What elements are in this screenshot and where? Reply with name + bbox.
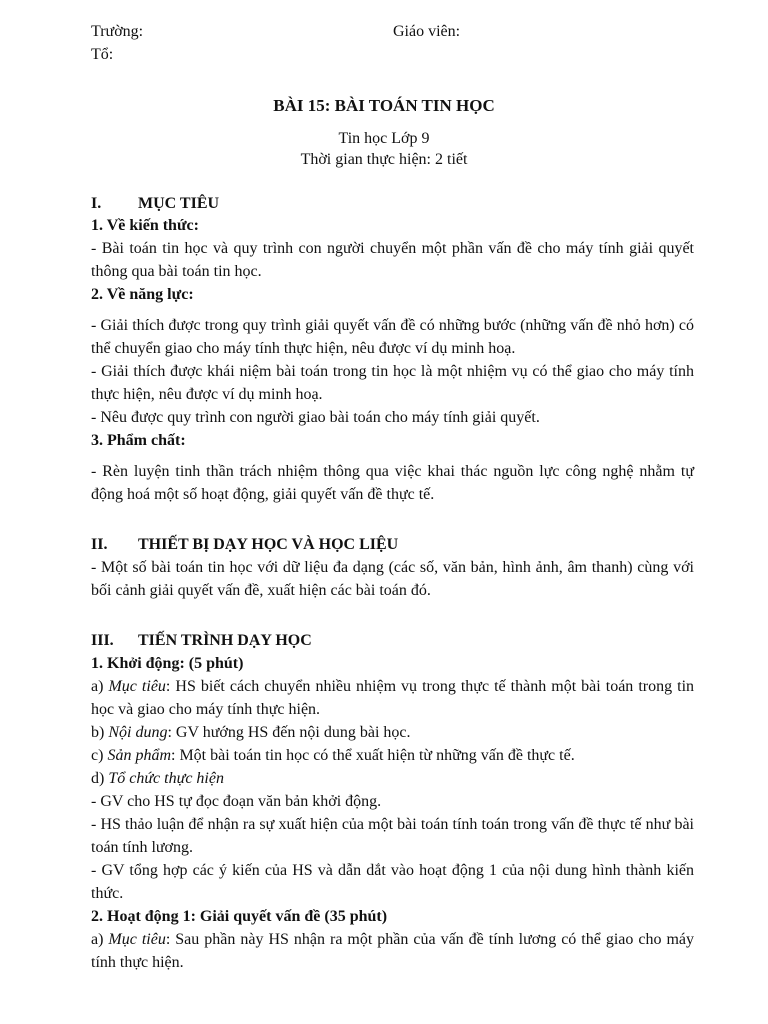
- warmup-step: - GV tổng hợp các ý kiến của HS và dẫn dắt vào hoạt động 1 của nội dung hình thành kiến thức.: [91, 862, 694, 902]
- section-3-title: TIẾN TRÌNH DẠY HỌC: [138, 632, 312, 649]
- content-text: : GV hướng HS đến nội dung bài học.: [167, 724, 411, 741]
- warmup-step: - GV cho HS tự đọc đoạn văn bản khởi động.: [91, 793, 382, 810]
- group-label: Tổ:: [91, 46, 114, 63]
- activity-1-heading: 2. Hoạt động 1: Giải quyết vấn đề (35 phút): [91, 908, 388, 925]
- lesson-title: BÀI 15: BÀI TOÁN TIN HỌC: [273, 96, 495, 115]
- section-2-number: II.: [91, 536, 108, 553]
- content-label: Nội dung: [108, 724, 168, 741]
- lesson-subject: Tin học Lớp 9: [338, 130, 430, 147]
- warmup-product: [91, 744, 694, 767]
- section-3-heading: [91, 629, 694, 652]
- product-text: : Một bài toán tin học có thể xuất hiện từ những vấn đề thực tế.: [171, 747, 575, 764]
- warmup-heading: 1. Khởi động: (5 phút): [91, 655, 244, 672]
- section-1-title: MỤC TIÊU: [138, 195, 220, 212]
- warmup-step: - HS thảo luận để nhận ra sự xuất hiện của một bài toán tính toán trong vấn đề thực tế như bài toán tính lương.: [91, 816, 694, 856]
- objective-label: Mục tiêu: [108, 931, 166, 948]
- organization-label: Tổ chức thực hiện: [108, 770, 224, 787]
- quality-heading: 3. Phẩm chất:: [91, 432, 186, 449]
- section-1-number: I.: [91, 195, 102, 212]
- quality-item: - Rèn luyện tinh thần trách nhiệm thông qua việc khai thác nguồn lực công nghệ nhằm tự động hoá một số hoạt động, giải quyết vấn đề thực tế.: [91, 463, 694, 503]
- product-label: Sản phẩm: [107, 747, 171, 764]
- item-prefix: d): [91, 770, 109, 787]
- warmup-objective: [91, 675, 694, 721]
- warmup-content: [91, 721, 694, 744]
- section-3-number: III.: [91, 632, 114, 649]
- knowledge-heading: 1. Về kiến thức:: [91, 217, 199, 234]
- school-label: Trường:: [91, 23, 144, 40]
- activity-1-objective: [91, 928, 694, 974]
- section-2-heading: [91, 533, 694, 556]
- teacher-label: Giáo viên:: [393, 23, 461, 40]
- objective-text: : HS biết cách chuyển nhiều nhiệm vụ trong thực tế thành một bài toán trong tin học và giao cho máy tính thực hiện.: [91, 678, 695, 718]
- objective-label: Mục tiêu: [108, 678, 166, 695]
- ability-item: - Nêu được quy trình con người giao bài toán cho máy tính giải quyết.: [91, 409, 540, 426]
- ability-heading: 2. Về năng lực:: [91, 286, 194, 303]
- item-prefix: b): [91, 724, 109, 741]
- item-prefix: a): [91, 931, 109, 948]
- objective-text: : Sau phần này HS nhận ra một phần của vấn đề tính lương có thể giao cho máy tính thực hiện.: [91, 931, 695, 971]
- knowledge-item: - Bài toán tin học và quy trình con người chuyển một phần vấn đề cho máy tính giải quyết thông qua bài toán tin học.: [91, 240, 694, 280]
- item-prefix: c): [91, 747, 108, 764]
- ability-item: - Giải thích được trong quy trình giải quyết vấn đề có những bước (những vấn đề nhỏ hơn) có thể chuyển giao cho máy tính thực hiện, nêu được ví dụ minh hoạ.: [91, 317, 694, 357]
- warmup-organization: [91, 767, 694, 790]
- ability-item: - Giải thích được khái niệm bài toán trong tin học là một nhiệm vụ có thể giao cho máy tính thực hiện, nêu được ví dụ minh hoạ.: [91, 363, 694, 403]
- document-body: [91, 214, 694, 974]
- section-1-heading: [91, 192, 219, 215]
- lesson-duration: Thời gian thực hiện: 2 tiết: [300, 151, 468, 168]
- item-prefix: a): [91, 678, 109, 695]
- section-2-title: THIẾT BỊ DẠY HỌC VÀ HỌC LIỆU: [138, 536, 399, 553]
- equipment-item: - Một số bài toán tin học với dữ liệu đa dạng (các số, văn bản, hình ảnh, âm thanh) cùng với bối cảnh giải quyết vấn đề, xuất hiện các bài toán đó.: [91, 559, 694, 599]
